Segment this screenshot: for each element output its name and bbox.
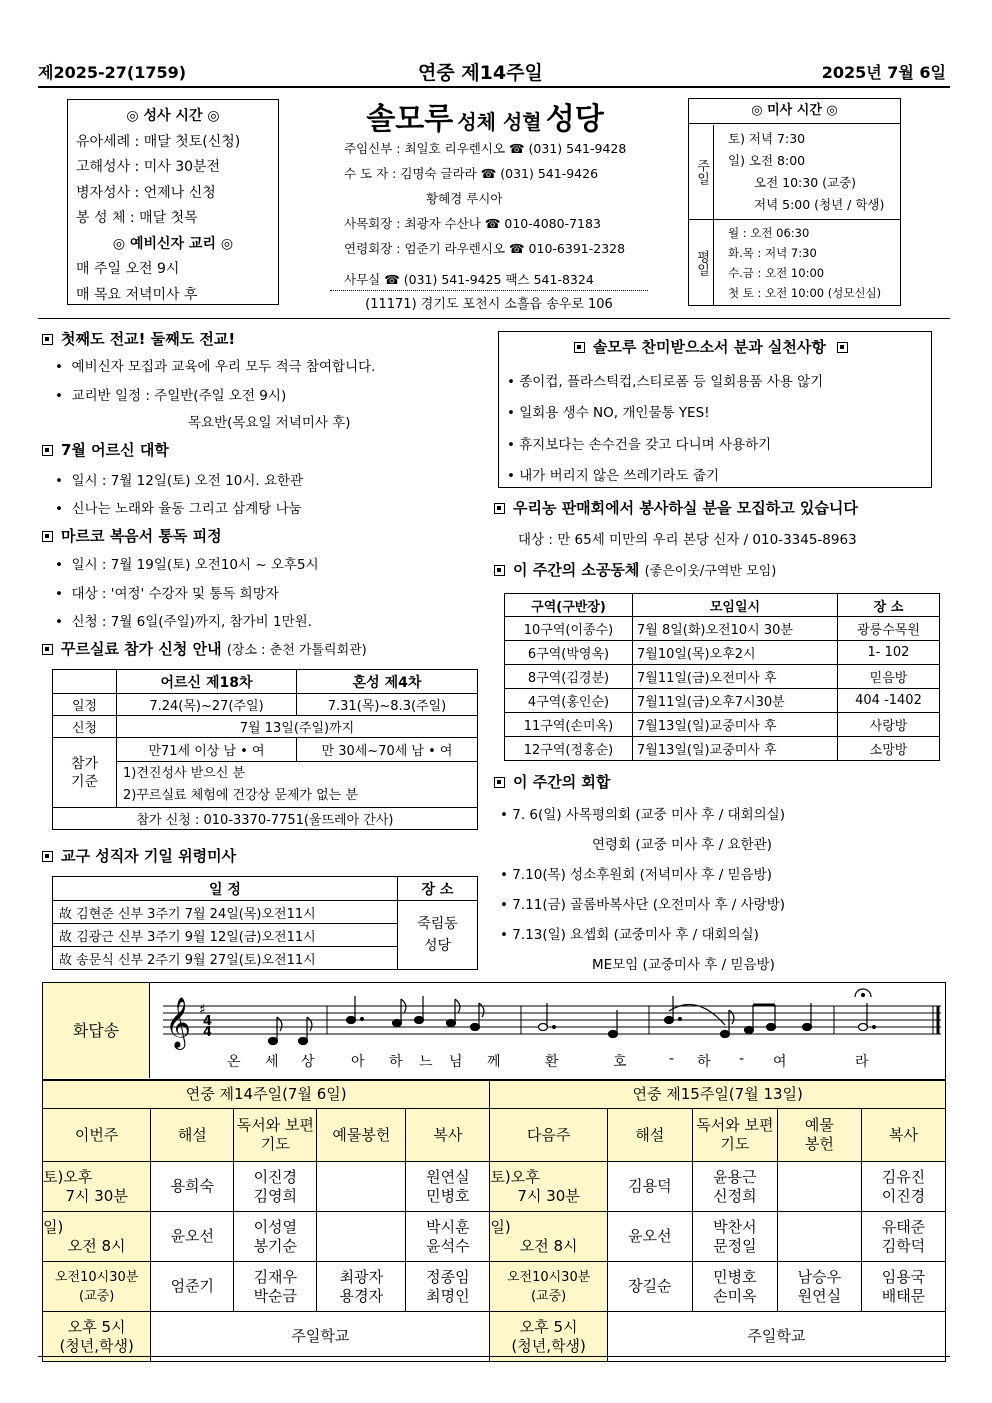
list-item: • 신나는 노래와 율동 그리고 삼계탕 나눔 bbox=[55, 501, 302, 517]
mass-sun-row: 일) 오전 8:00 bbox=[728, 153, 806, 168]
table-cell: 7월 13일(주일)까지 bbox=[117, 716, 478, 738]
list-item: • 교리반 일정 : 주일반(주일 오전 9시) bbox=[55, 388, 287, 404]
table-header: 다음주 bbox=[490, 1109, 607, 1162]
sunday-title: 연중 제14주일 bbox=[418, 62, 543, 84]
table-row: 10구역(이종수) 7월 8일(화)오전10시 30분 광릉수목원 bbox=[505, 617, 940, 641]
table-header: 예물 봉헌 bbox=[777, 1109, 861, 1162]
volunteer-line: 대상 : 만 65세 미만의 우리 본당 신자 / 010-3345-8963 bbox=[518, 532, 857, 548]
week-header: 연중 제14주일(7월 6일) bbox=[43, 1081, 490, 1109]
list-item: • 대상 : '여정' 수강자 및 통독 희망자 bbox=[55, 586, 279, 602]
table-cell: 故 김현준 신부 3주기 7월 24일(목)오전11시 bbox=[53, 901, 398, 924]
section-community-title: 이 주간의 소공동체 (좋은이웃/구역반 모임) bbox=[494, 559, 776, 580]
meeting-item: ME모임 (교중미사 후 / 믿음방) bbox=[592, 957, 775, 973]
catechism-title: ◎ 예비신자 교리 ◎ bbox=[112, 235, 234, 252]
bullet-square-icon bbox=[837, 342, 848, 353]
list-item: 목요반(목요일 저녁미사 후) bbox=[188, 415, 351, 431]
list-item: • 신청 : 7월 6일(주일)까지, 참가비 1만원. bbox=[55, 614, 312, 630]
sacrament-row: 봉 성 체 : 매달 첫목 bbox=[76, 210, 198, 226]
religious-line: 수 도 자 : 김명숙 글라라 ☎ (031) 541-9426 bbox=[344, 166, 599, 181]
bullet-square-icon bbox=[42, 851, 53, 862]
table-cell: 신청 bbox=[53, 716, 117, 738]
table-header: 일 정 bbox=[53, 877, 398, 901]
mass-sun-row: 저녁 5:00 (청년 / 학생) bbox=[754, 197, 885, 212]
meeting-item: • 7. 6(일) 사목평의회 (교중 미사 후 / 대회의실) bbox=[500, 807, 785, 823]
table-header: 복사 bbox=[861, 1109, 945, 1162]
table-cell: 1)견진성사 받으신 분 bbox=[123, 765, 246, 781]
table-header: 장 소 bbox=[398, 877, 478, 901]
section-retreat-title: 마르코 복음서 통독 피정 bbox=[42, 525, 222, 546]
table-cell: 7.31(목)~8.3(주일) bbox=[297, 694, 478, 716]
parish-name: 솔모루 성체 성혈 성당 bbox=[366, 102, 604, 137]
list-item: • 휴지보다는 손수건을 갖고 다니며 사용하기 bbox=[507, 437, 772, 453]
section-memorial-title: 교구 성직자 기일 위령미사 bbox=[42, 845, 236, 866]
list-item: • 일시 : 7월 12일(토) 오전 10시. 요한관 bbox=[55, 473, 304, 489]
table-row: 4구역(홍인순) 7월11일(금)오후7시30분 404 -1402 bbox=[505, 689, 940, 713]
bullet-square-icon bbox=[42, 445, 53, 456]
mass-sun-row: 토) 저녁 7:30 bbox=[728, 131, 806, 146]
section-cursillo-title: 꾸르실료 참가 신청 안내 (장소 : 춘천 가톨릭회관) bbox=[42, 638, 367, 659]
sharp-icon: ♯ bbox=[199, 1002, 206, 1018]
meeting-item: • 7.10(목) 성소후원회 (저녁미사 후 / 믿음방) bbox=[500, 867, 772, 883]
table-row: 오전10시30분 (교중) 엄준기 김재우 박순금 최광자 용경자 정종임 최명인 오전10시30분 (교중) 장길순 민병호 손미옥 남승우 원연실 임용국 배태문 bbox=[43, 1262, 946, 1312]
catechism-row: 매 주일 오전 9시 bbox=[76, 261, 180, 277]
table-cell: 故 김광근 신부 3주기 9월 12일(금)오전11시 bbox=[53, 924, 398, 947]
issue-date: 2025년 7월 6일 bbox=[821, 63, 946, 82]
table-header: 독서와 보편기도 bbox=[234, 1109, 317, 1162]
council-line: 사목회장 : 최광자 수산나 ☎ 010-4080-7183 bbox=[344, 216, 601, 231]
table-header: 혼성 제4차 bbox=[297, 670, 478, 694]
bullet-square-icon bbox=[494, 503, 505, 514]
mass-title: ◎ 미사 시간 ◎ bbox=[689, 99, 900, 124]
bullet-square-icon bbox=[42, 334, 53, 345]
table-header: 예물봉헌 bbox=[317, 1109, 406, 1162]
svg-text:4: 4 bbox=[203, 1014, 213, 1029]
table-header: 독서와 보편기도 bbox=[692, 1109, 777, 1162]
table-header: 해설 bbox=[607, 1109, 692, 1162]
bullet-square-icon bbox=[494, 777, 505, 788]
mass-week-row: 화.목 : 저녁 7:30 bbox=[728, 246, 817, 260]
memorial-table bbox=[52, 876, 478, 970]
table-cell: 2)꾸르실료 체험에 건강상 문제가 없는 분 bbox=[123, 787, 358, 803]
sunday-label: 주일 bbox=[689, 125, 714, 220]
psalm-lyrics: 온 세 상 아 하 느 님 께 환 호 - 하 - 여 라 bbox=[227, 1051, 869, 1070]
svg-text:4: 4 bbox=[203, 1025, 213, 1040]
mass-week-row: 수.금 : 오전 10:00 bbox=[728, 266, 825, 280]
list-item: • 예비신자 모집과 교육에 우리 모두 적극 참여합니다. bbox=[55, 359, 376, 375]
section-volunteer-title: 우리농 판매회에서 봉사하실 분을 모집하고 있습니다 bbox=[494, 497, 858, 518]
mass-box bbox=[688, 98, 901, 306]
weekday-label: 평일 bbox=[689, 220, 714, 305]
bullet-square-icon bbox=[494, 565, 505, 576]
table-header: 모임일시 bbox=[633, 594, 838, 617]
table-header: 장 소 bbox=[838, 594, 940, 617]
table-cell: 7.24(목)~27(주일) bbox=[117, 694, 297, 716]
sacrament-row: 병자성사 : 언제나 신청 bbox=[76, 184, 216, 201]
table-header: 이번주 bbox=[43, 1109, 151, 1162]
table-cell: 참가 기준 bbox=[53, 738, 117, 808]
table-cell: 참가 신청 : 010-3370-7751(울뜨레아 간사) bbox=[53, 808, 478, 830]
divider bbox=[38, 1356, 950, 1357]
section-evangelize-title: 첫째도 전교! 둘째도 전교! bbox=[42, 328, 235, 349]
table-row: 11구역(손미옥) 7월13일(일)교중미사 후 사랑방 bbox=[505, 713, 940, 737]
table-cell: 만71세 이상 남 • 여 bbox=[117, 738, 297, 762]
psalm-label: 화답송 bbox=[43, 983, 150, 1078]
parish-info bbox=[290, 92, 680, 314]
issue-number: 제2025-27(1759) bbox=[38, 63, 187, 82]
table-row: 6구역(박영옥) 7월10일(목)오후2시 1- 102 bbox=[505, 641, 940, 665]
mass-week-row: 첫 토 : 오전 10:00 (성모신심) bbox=[728, 286, 882, 300]
table-header: 해설 bbox=[151, 1109, 234, 1162]
table-row: 8구역(김경분) 7월11일(금)오전미사 후 믿음방 bbox=[505, 665, 940, 689]
parish-address: (11171) 경기도 포천시 소흘읍 송우로 106 bbox=[330, 290, 648, 312]
sacrament-box bbox=[67, 99, 279, 305]
bullet-square-icon bbox=[42, 531, 53, 542]
sacrament-row: 유아세례 : 매달 첫토(신청) bbox=[76, 133, 241, 150]
list-item: • 종이컵, 플라스틱컵,스티로폼 등 일회용품 사용 않기 bbox=[507, 374, 824, 390]
cursillo-table bbox=[52, 669, 478, 830]
table-cell: 죽림동 성당 bbox=[398, 901, 478, 970]
meeting-item: 연령회 (교중 미사 후 / 요한관) bbox=[592, 837, 772, 853]
table-header: 어르신 제18차 bbox=[117, 670, 297, 694]
funeral-line: 연령회장 : 엄준기 라우렌시오 ☎ 010-6391-2328 bbox=[344, 241, 626, 256]
bullet-square-icon bbox=[42, 644, 53, 655]
mass-week-row: 월 : 오전 06:30 bbox=[728, 226, 810, 240]
section-elders-title: 7월 어르신 대학 bbox=[42, 439, 169, 460]
sacrament-title: ◎ 성사 시간 ◎ bbox=[126, 108, 220, 124]
office-line: 사무실 ☎ (031) 541-9425 팩스 541-8324 bbox=[344, 272, 594, 287]
table-header: 구역(구반장) bbox=[505, 594, 633, 617]
religious-line-2: 황혜경 루시아 bbox=[426, 191, 503, 206]
table-row: 12구역(정홍순) 7월13일(일)교중미사 후 소망방 bbox=[505, 737, 940, 761]
meeting-item: • 7.13(일) 요셉회 (교중미사 후 / 대회의실) bbox=[500, 927, 759, 943]
laudato-si-title: 솔모루 찬미받으소서 분과 실천사항 bbox=[499, 336, 931, 357]
table-cell: 일정 bbox=[53, 694, 117, 716]
divider bbox=[38, 318, 950, 319]
table-row: 토)오후 7시 30분 용희숙 이진경 김영희 원연실 민병호 토)오후 7시 30분 김용덕 윤용근 신정희 김유진 이진경 bbox=[43, 1162, 946, 1212]
list-item: • 일회용 생수 NO, 개인물통 YES! bbox=[507, 405, 710, 421]
section-meetings-title: 이 주간의 회합 bbox=[494, 771, 610, 792]
table-cell: 만 30세~70세 남 • 여 bbox=[297, 738, 478, 762]
bullet-square-icon bbox=[574, 342, 585, 353]
table-row: 일) 오전 8시 윤오선 이성열 봉기순 박시훈 윤석수 일) 오전 8시 윤오선 박찬서 문정일 유태준 김학덕 bbox=[43, 1212, 946, 1262]
catechism-row: 매 목요 저녁미사 후 bbox=[76, 286, 198, 303]
laudato-si-box bbox=[498, 331, 932, 488]
table-cell: 故 송문식 신부 2주기 9월 27일(토)오전11시 bbox=[53, 947, 398, 970]
pastor-line: 주임신부 : 최일호 리우렌시오 ☎ (031) 541-9428 bbox=[344, 141, 627, 156]
list-item: • 일시 : 7월 19일(토) 오전10시 ~ 오후5시 bbox=[55, 557, 319, 573]
sacrament-row: 고해성사 : 미사 30분전 bbox=[76, 159, 221, 175]
ministry-schedule-table bbox=[42, 1080, 946, 1362]
psalm-box bbox=[42, 982, 946, 1080]
page-header bbox=[38, 58, 950, 88]
community-table bbox=[504, 593, 940, 761]
mass-sun-row: 오전 10:30 (교중) bbox=[754, 175, 857, 190]
week-header: 연중 제15주일(7월 13일) bbox=[490, 1081, 946, 1109]
list-item: • 내가 버리지 않은 쓰레기라도 줍기 bbox=[507, 468, 720, 484]
meeting-item: • 7.11(금) 골롬바복사단 (오전미사 후 / 사랑방) bbox=[500, 897, 785, 913]
table-row: 오후 5시 (청년,학생) 주일학교 오후 5시 (청년,학생) 주일학교 bbox=[43, 1312, 946, 1362]
treble-clef-icon: 𝄞 bbox=[165, 997, 192, 1048]
table-header: 복사 bbox=[406, 1109, 490, 1162]
